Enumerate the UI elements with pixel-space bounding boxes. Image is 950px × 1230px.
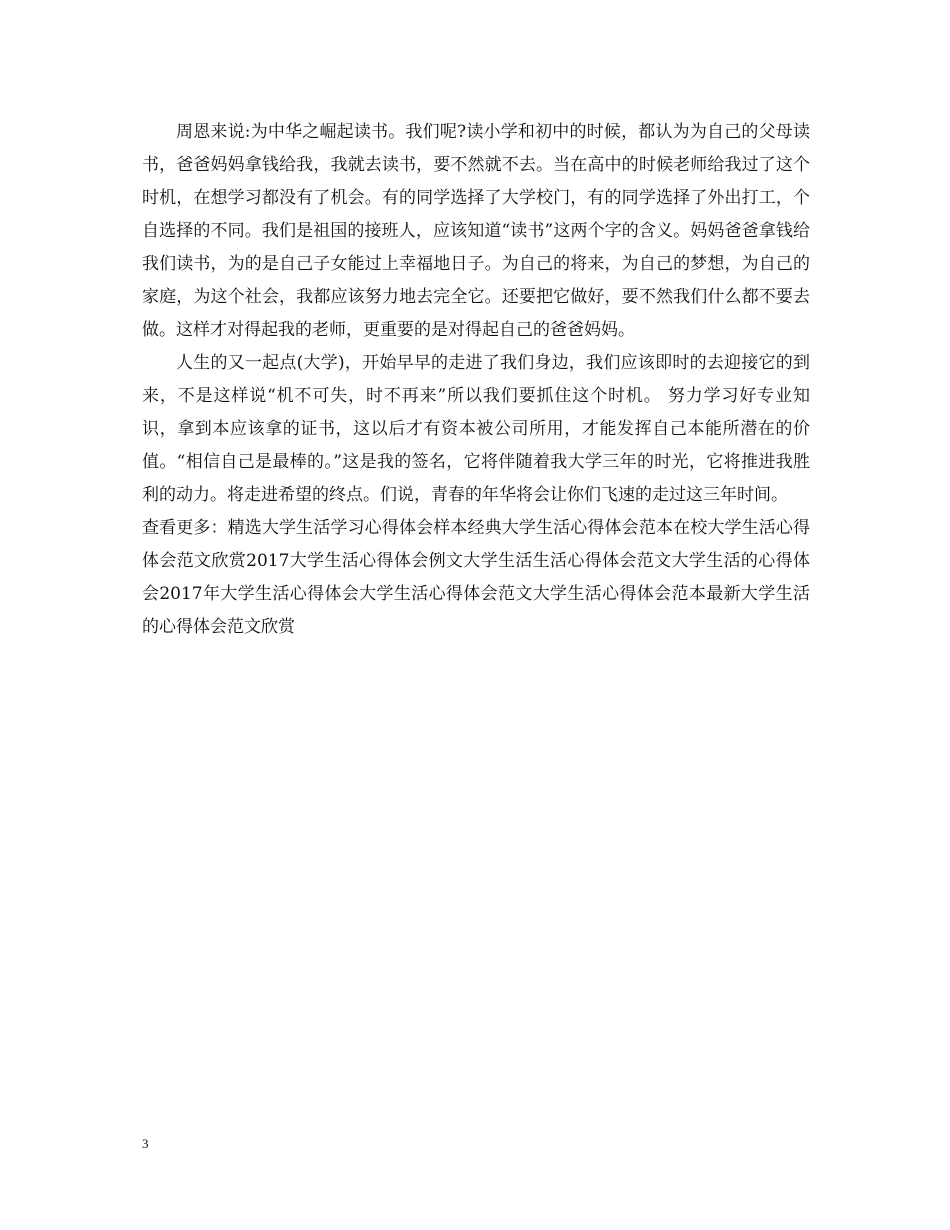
see-more-links[interactable]: 查看更多：精选大学生活学习心得体会样本经典大学生活心得体会范本在校大学生活心得体会范文欣赏2017大学生活心得体会例文大学生活生活心得体会范文大学生活的心得体会2017年大学生活心得体会大学生活心得体会范文大学生活心得体会范本最新大学生活的心得体会范文欣赏 bbox=[142, 518, 810, 637]
document-body bbox=[142, 116, 810, 644]
paragraph-1: 周恩来说:为中华之崛起读书。我们呢?读小学和初中的时候，都认为为自己的父母读书，爸爸妈妈拿钱给我，我就去读书，要不然就不去。当在高中的时候老师给我过了这个时机，在想学习都没有了机会。有的同学选择了大学校门，有的同学选择了外出打工，个自选择的不同。我们是祖国的接班人，应该知道“读书”这两个字的含义。妈妈爸爸拿钱给我们读书，为的是自己子女能过上幸福地日子。为自己的将来，为自己的梦想，为自己的家庭，为这个社会，我都应该努力地去完全它。还要把它做好，要不然我们什么都不要去做。这样才对得起我的老师，更重要的是对得起自己的爸爸妈妈。 bbox=[142, 122, 810, 340]
paragraph-2: 人生的又一起点(大学)，开始早早的走进了我们身边，我们应该即时的去迎接它的到来，不是这样说“机不可失，时不再来”所以我们要抓住这个时机。 努力学习好专业知识，拿到本应该拿的证书，这以后才有资本被公司所用，才能发挥自己本能所潜在的价值。“相信自己是最棒的。”这是我的签名，它将伴随着我大学三年的时光，它将推进我胜利的动力。将走进希望的终点。们说，青春的年华将会让你们飞速的走过这三年时间。 bbox=[142, 353, 810, 505]
page-number: 3 bbox=[142, 1136, 149, 1151]
